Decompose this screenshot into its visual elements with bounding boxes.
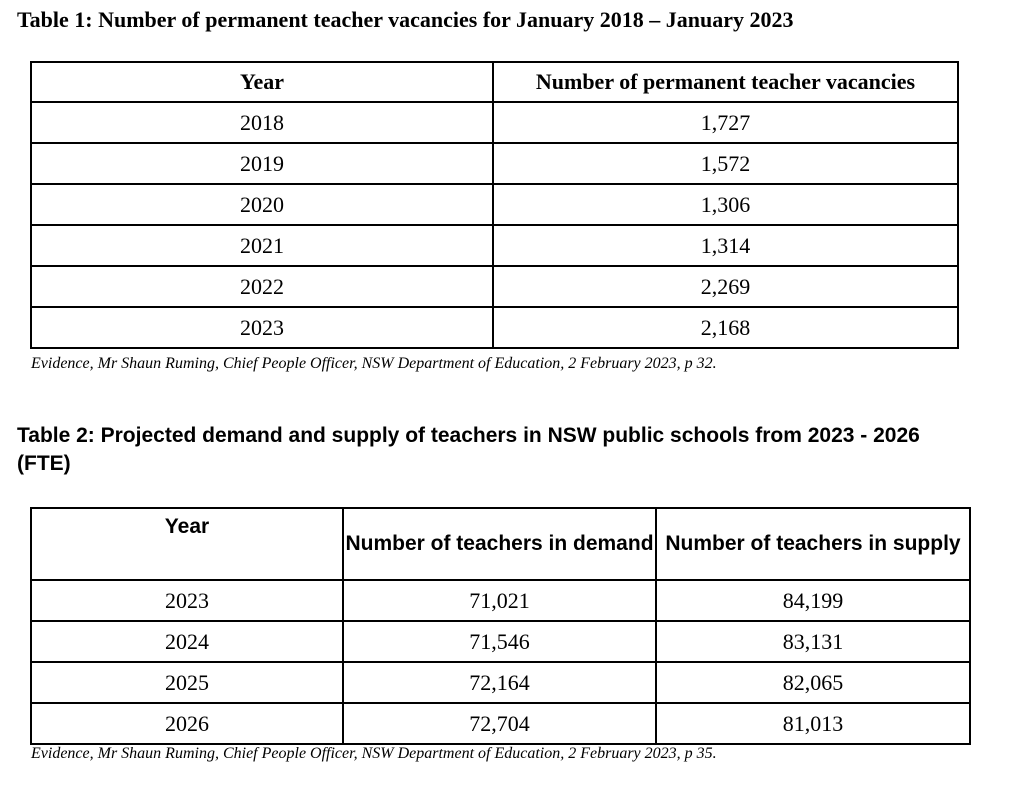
vacancies-cell: 1,572 — [493, 143, 958, 184]
demand-cell: 71,546 — [343, 621, 656, 662]
table-row — [31, 580, 970, 621]
table-row — [31, 307, 958, 348]
supply-cell: 83,131 — [656, 621, 970, 662]
column-header-vacancies: Number of permanent teacher vacancies — [493, 62, 958, 102]
year-cell: 2020 — [31, 184, 493, 225]
year-cell: 2018 — [31, 102, 493, 143]
table1-source-note: Evidence, Mr Shaun Ruming, Chief People Officer, NSW Department of Education, 2 February 2023, p 32. — [31, 355, 717, 372]
table-header-row — [31, 62, 958, 102]
table-row — [31, 225, 958, 266]
demand-cell: 71,021 — [343, 580, 656, 621]
demand-cell: 72,164 — [343, 662, 656, 703]
table1-title: Table 1: Number of permanent teacher vacancies for January 2018 – January 2023 — [17, 7, 794, 32]
vacancies-cell: 1,306 — [493, 184, 958, 225]
vacancies-cell: 2,168 — [493, 307, 958, 348]
table2-title: Table 2: Projected demand and supply of teachers in NSW public schools from 2023 - 2026 (FTE) — [17, 424, 920, 475]
year-cell: 2023 — [31, 307, 493, 348]
year-cell: 2026 — [31, 703, 343, 744]
column-header-year: Year — [31, 508, 343, 580]
table-row — [31, 621, 970, 662]
supply-cell: 84,199 — [656, 580, 970, 621]
vacancies-cell: 2,269 — [493, 266, 958, 307]
table-row — [31, 143, 958, 184]
demand-supply-table — [30, 507, 971, 745]
year-cell: 2023 — [31, 580, 343, 621]
vacancies-table — [30, 61, 959, 349]
year-cell: 2019 — [31, 143, 493, 184]
table-row — [31, 703, 970, 744]
column-header-demand: Number of teachers in demand — [343, 508, 656, 580]
table-header-row — [31, 508, 970, 580]
table-row — [31, 184, 958, 225]
table-row — [31, 102, 958, 143]
vacancies-cell: 1,727 — [493, 102, 958, 143]
column-header-supply: Number of teachers in supply — [656, 508, 970, 580]
supply-cell: 82,065 — [656, 662, 970, 703]
vacancies-cell: 1,314 — [493, 225, 958, 266]
column-header-year: Year — [31, 62, 493, 102]
year-cell: 2021 — [31, 225, 493, 266]
year-cell: 2022 — [31, 266, 493, 307]
table-row — [31, 662, 970, 703]
year-cell: 2024 — [31, 621, 343, 662]
supply-cell: 81,013 — [656, 703, 970, 744]
table2-source-note: Evidence, Mr Shaun Ruming, Chief People Officer, NSW Department of Education, 2 February 2023, p 35. — [31, 745, 717, 762]
table-row — [31, 266, 958, 307]
year-cell: 2025 — [31, 662, 343, 703]
demand-cell: 72,704 — [343, 703, 656, 744]
